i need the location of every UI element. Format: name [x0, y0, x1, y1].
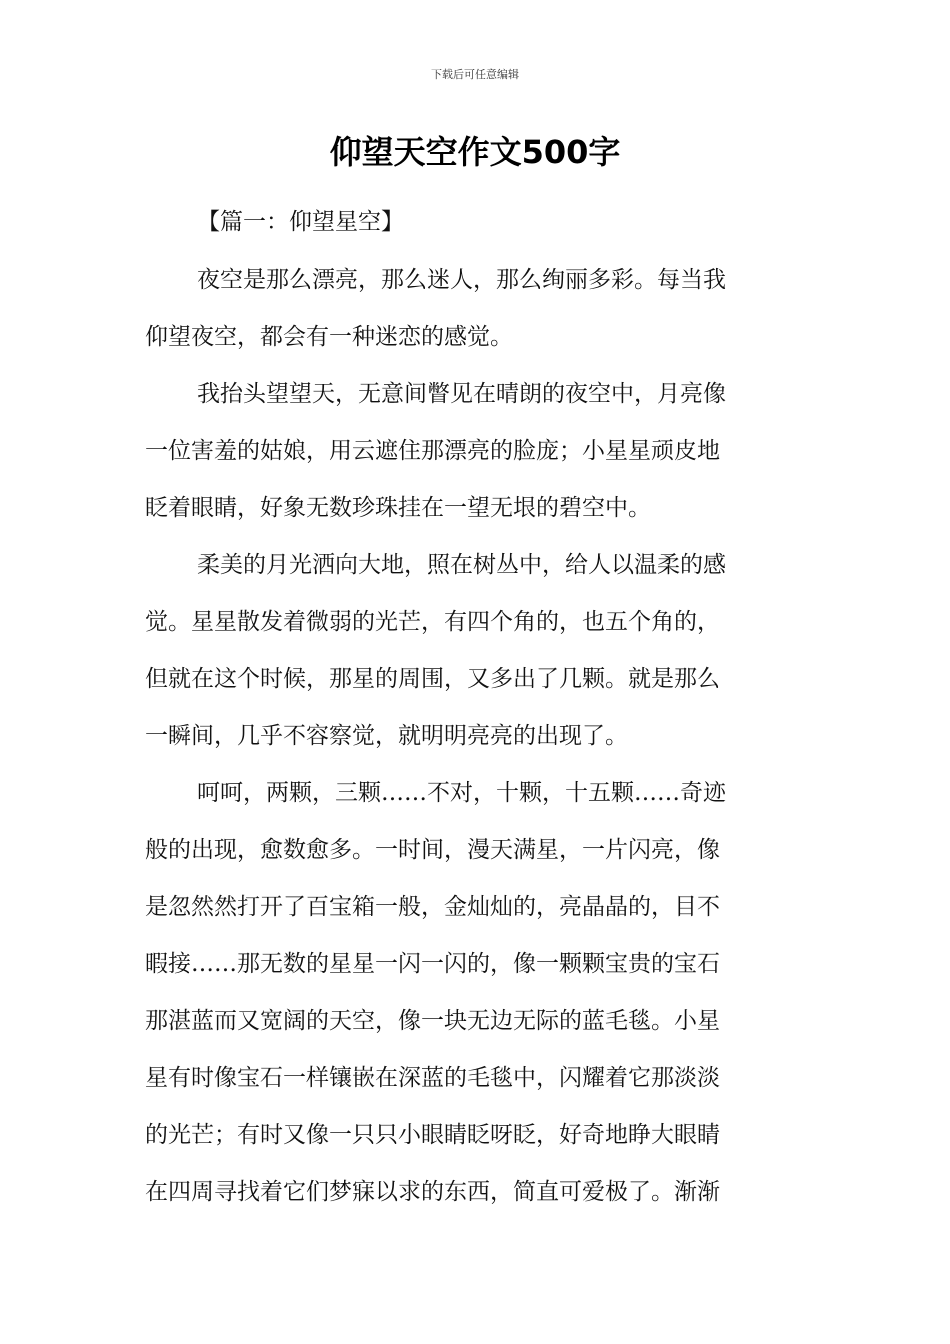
paragraph-line: 仰望夜空，都会有一种迷恋的感觉。 — [145, 324, 513, 350]
paragraph-line: 那湛蓝而又宽阔的天空，像一块无边无际的蓝毛毯。小星 — [145, 1008, 720, 1034]
paragraph-line: 的光芒；有时又像一只只小眼睛眨呀眨，好奇地睁大眼睛 — [145, 1122, 720, 1148]
paragraph-line: 是忽然然打开了百宝箱一般，金灿灿的，亮晶晶的，目不 — [145, 894, 720, 920]
paragraph-line: 觉。星星散发着微弱的光芒，有四个角的，也五个角的， — [145, 609, 720, 635]
paragraph-line: 一瞬间，几乎不容察觉，就明明亮亮的出现了。 — [145, 723, 628, 749]
paragraph-line: 星有时像宝石一样镶嵌在深蓝的毛毯中，闪耀着它那淡淡 — [145, 1065, 720, 1091]
document-title: 仰望天空作文500字 — [329, 133, 621, 171]
paragraph-line: 但就在这个时候，那星的周围，又多出了几颗。就是那么 — [145, 666, 720, 692]
paragraph-line: 眨着眼睛，好象无数珍珠挂在一望无垠的碧空中。 — [145, 495, 651, 521]
paragraph-line: 我抬头望望天，无意间瞥见在晴朗的夜空中，月亮像 — [197, 381, 726, 407]
section-heading: 【篇一：仰望星空】 — [197, 209, 404, 235]
paragraph-line: 暇接……那无数的星星一闪一闪的，像一颗颗宝贵的宝石 — [145, 951, 720, 977]
paragraph-line: 般的出现，愈数愈多。一时间，漫天满星，一片闪亮，像 — [145, 837, 720, 863]
paragraph-line: 呵呵，两颗，三颗……不对，十颗，十五颗……奇迹 — [197, 780, 726, 806]
paragraph-line: 夜空是那么漂亮，那么迷人，那么绚丽多彩。每当我 — [197, 267, 726, 293]
paragraph-line: 在四周寻找着它们梦寐以求的东西，简直可爱极了。渐渐 — [145, 1179, 720, 1205]
paragraph-line: 柔美的月光洒向大地，照在树丛中，给人以温柔的感 — [197, 552, 726, 578]
paragraph-line: 一位害羞的姑娘，用云遮住那漂亮的脸庞；小星星顽皮地 — [145, 438, 720, 464]
page-header-note: 下载后可任意编辑 — [431, 68, 519, 81]
